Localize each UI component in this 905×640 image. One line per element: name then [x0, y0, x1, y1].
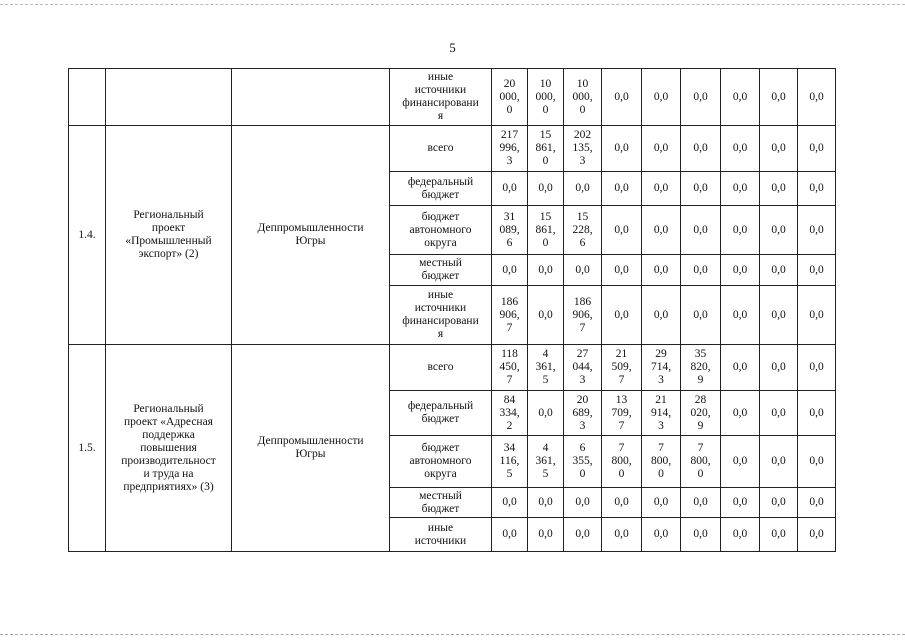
value-cell: 0,0	[564, 488, 602, 518]
value-cell: 0,0	[760, 126, 798, 172]
value-cell: 84 334, 2	[492, 391, 528, 436]
executor-cell	[232, 69, 390, 126]
value-cell: 0,0	[681, 126, 721, 172]
value-cell: 7 800, 0	[602, 436, 642, 488]
row-number-cell: 1.5.	[69, 345, 106, 552]
value-cell: 0,0	[528, 518, 564, 552]
value-cell: 217 996, 3	[492, 126, 528, 172]
executor-cell: Деппромышленности Югры	[232, 126, 390, 345]
value-cell: 0,0	[564, 518, 602, 552]
value-cell: 0,0	[760, 518, 798, 552]
value-cell: 0,0	[602, 172, 642, 206]
value-cell: 0,0	[528, 172, 564, 206]
value-cell: 7 800, 0	[681, 436, 721, 488]
value-cell: 0,0	[642, 206, 681, 255]
value-cell: 0,0	[492, 172, 528, 206]
value-cell: 0,0	[642, 172, 681, 206]
value-cell: 0,0	[642, 488, 681, 518]
value-cell: 0,0	[528, 488, 564, 518]
value-cell: 0,0	[602, 286, 642, 345]
value-cell: 0,0	[602, 255, 642, 286]
value-cell: 0,0	[721, 488, 760, 518]
project-name-cell: Региональный проект «Адресная поддержка повышения производительност и труда на предприятиях» (3)	[106, 345, 232, 552]
value-cell: 15 861, 0	[528, 126, 564, 172]
funding-source-cell: местный бюджет	[390, 488, 492, 518]
value-cell: 0,0	[798, 69, 836, 126]
value-cell: 20 000, 0	[492, 69, 528, 126]
value-cell: 6 355, 0	[564, 436, 602, 488]
value-cell: 27 044, 3	[564, 345, 602, 391]
value-cell: 0,0	[798, 206, 836, 255]
executor-cell: Деппромышленности Югры	[232, 345, 390, 552]
value-cell: 0,0	[798, 255, 836, 286]
value-cell: 21 914, 3	[642, 391, 681, 436]
value-cell: 0,0	[760, 391, 798, 436]
value-cell: 0,0	[798, 345, 836, 391]
value-cell: 0,0	[564, 255, 602, 286]
value-cell: 15 861, 0	[528, 206, 564, 255]
value-cell: 0,0	[721, 345, 760, 391]
value-cell: 0,0	[798, 286, 836, 345]
value-cell: 0,0	[602, 518, 642, 552]
value-cell: 0,0	[492, 255, 528, 286]
funding-source-cell: всего	[390, 345, 492, 391]
table-row	[69, 126, 836, 172]
value-cell: 0,0	[721, 206, 760, 255]
funding-source-cell: всего	[390, 126, 492, 172]
value-cell: 0,0	[528, 286, 564, 345]
table-row	[69, 345, 836, 391]
value-cell: 0,0	[642, 255, 681, 286]
value-cell: 0,0	[798, 436, 836, 488]
value-cell: 0,0	[681, 488, 721, 518]
funding-source-cell: местный бюджет	[390, 255, 492, 286]
value-cell: 0,0	[798, 172, 836, 206]
value-cell: 0,0	[528, 255, 564, 286]
value-cell: 0,0	[564, 172, 602, 206]
value-cell: 0,0	[492, 488, 528, 518]
value-cell: 0,0	[492, 518, 528, 552]
value-cell: 0,0	[721, 172, 760, 206]
value-cell: 7 800, 0	[642, 436, 681, 488]
value-cell: 0,0	[681, 255, 721, 286]
value-cell: 15 228, 6	[564, 206, 602, 255]
row-number-cell: 1.4.	[69, 126, 106, 345]
funding-source-cell: иные источники	[390, 518, 492, 552]
value-cell: 0,0	[760, 172, 798, 206]
value-cell: 186 906, 7	[564, 286, 602, 345]
project-name-cell	[106, 69, 232, 126]
value-cell: 0,0	[760, 69, 798, 126]
value-cell: 4 361, 5	[528, 436, 564, 488]
funding-source-cell: федеральный бюджет	[390, 391, 492, 436]
value-cell: 34 116, 5	[492, 436, 528, 488]
funding-source-cell: федеральный бюджет	[390, 172, 492, 206]
scan-edge-bottom	[0, 634, 905, 635]
value-cell: 0,0	[798, 126, 836, 172]
value-cell: 0,0	[760, 206, 798, 255]
value-cell: 13 709, 7	[602, 391, 642, 436]
value-cell: 0,0	[642, 126, 681, 172]
value-cell: 0,0	[721, 286, 760, 345]
value-cell: 0,0	[760, 345, 798, 391]
value-cell: 0,0	[721, 255, 760, 286]
funding-source-cell: бюджет автономного округа	[390, 206, 492, 255]
value-cell: 0,0	[721, 126, 760, 172]
value-cell: 0,0	[681, 172, 721, 206]
value-cell: 0,0	[721, 436, 760, 488]
value-cell: 28 020, 9	[681, 391, 721, 436]
value-cell: 0,0	[642, 69, 681, 126]
value-cell: 0,0	[602, 488, 642, 518]
value-cell: 0,0	[528, 391, 564, 436]
value-cell: 0,0	[760, 286, 798, 345]
value-cell: 0,0	[721, 391, 760, 436]
value-cell: 0,0	[798, 488, 836, 518]
table-row	[69, 69, 836, 126]
value-cell: 0,0	[721, 518, 760, 552]
value-cell: 21 509, 7	[602, 345, 642, 391]
value-cell: 0,0	[681, 518, 721, 552]
value-cell: 0,0	[642, 286, 681, 345]
value-cell: 186 906, 7	[492, 286, 528, 345]
value-cell: 118 450, 7	[492, 345, 528, 391]
value-cell: 0,0	[798, 391, 836, 436]
value-cell: 20 689, 3	[564, 391, 602, 436]
project-name-cell: Региональный проект «Промышленный экспорт» (2)	[106, 126, 232, 345]
funding-source-cell: иные источники финансировани я	[390, 69, 492, 126]
value-cell: 0,0	[681, 286, 721, 345]
value-cell: 0,0	[760, 488, 798, 518]
row-number-cell	[69, 69, 106, 126]
value-cell: 10 000, 0	[528, 69, 564, 126]
page-number: 5	[449, 40, 456, 55]
value-cell: 0,0	[602, 69, 642, 126]
value-cell: 0,0	[798, 518, 836, 552]
budget-table	[68, 68, 836, 552]
scan-edge-top	[0, 4, 905, 5]
value-cell: 0,0	[602, 126, 642, 172]
value-cell: 0,0	[760, 436, 798, 488]
value-cell: 202 135, 3	[564, 126, 602, 172]
value-cell: 0,0	[681, 69, 721, 126]
value-cell: 0,0	[681, 206, 721, 255]
funding-source-cell: иные источники финансировани я	[390, 286, 492, 345]
funding-source-cell: бюджет автономного округа	[390, 436, 492, 488]
value-cell: 4 361, 5	[528, 345, 564, 391]
value-cell: 0,0	[760, 255, 798, 286]
value-cell: 10 000, 0	[564, 69, 602, 126]
value-cell: 0,0	[642, 518, 681, 552]
value-cell: 0,0	[602, 206, 642, 255]
value-cell: 29 714, 3	[642, 345, 681, 391]
value-cell: 0,0	[721, 69, 760, 126]
value-cell: 35 820, 9	[681, 345, 721, 391]
value-cell: 31 089, 6	[492, 206, 528, 255]
